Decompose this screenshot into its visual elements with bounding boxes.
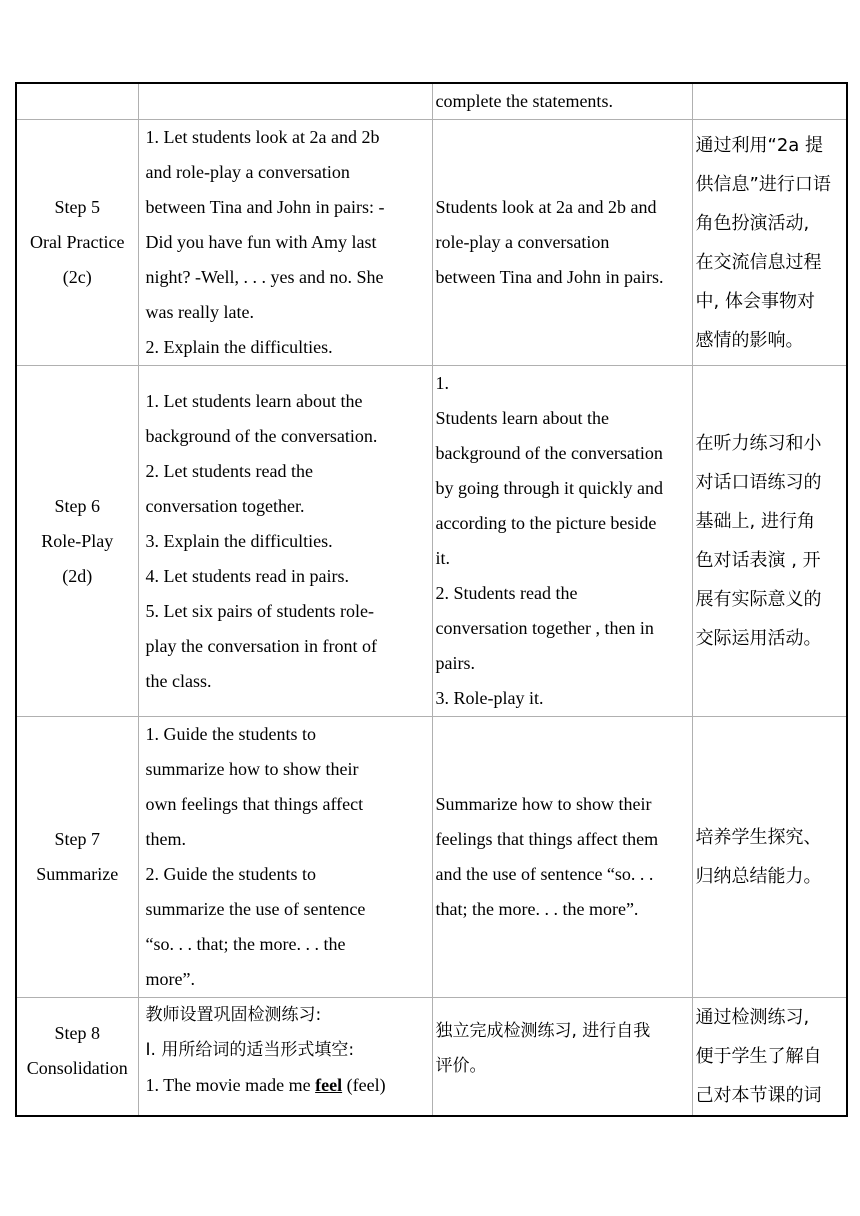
student-line: that; the more. . . the more”. xyxy=(435,899,639,919)
step-number: Step 8 xyxy=(54,1023,100,1043)
teacher-line: 教师设置巩固检测练习: xyxy=(145,1005,322,1025)
teacher-line: summarize the use of sentence xyxy=(145,899,366,919)
exercise-line xyxy=(146,1068,430,1103)
purpose-line: 便于学生了解自 xyxy=(695,1046,822,1067)
step-cell xyxy=(16,366,138,717)
student-activity-cell xyxy=(432,366,692,717)
student-activity-cell xyxy=(432,120,692,366)
student-line: Students look at 2a and 2b and xyxy=(435,197,657,217)
table-row-step-6 xyxy=(16,366,847,717)
purpose-line: 归纳总结能力。 xyxy=(695,866,822,887)
teacher-line: “so. . . that; the more. . . the xyxy=(145,934,346,954)
teacher-line: 1. Guide the students to xyxy=(145,724,316,744)
purpose-line: 中, 体会事物对 xyxy=(695,290,815,312)
teacher-activity-cell xyxy=(138,366,432,717)
teacher-line: background of the conversation. xyxy=(145,425,378,446)
teacher-activity-cell xyxy=(138,83,432,120)
student-line: complete the statements. xyxy=(435,91,613,111)
purpose-cell xyxy=(692,998,847,1117)
step-title: Consolidation xyxy=(26,1058,128,1078)
teacher-activity-cell xyxy=(138,120,432,366)
student-line: 3. Role-play it. xyxy=(435,688,544,708)
teacher-line: I. 用所给词的适当形式填空: xyxy=(145,1040,355,1060)
student-line: between Tina and John in pairs. xyxy=(435,267,664,287)
teacher-line: 1. Let students look at 2a and 2b xyxy=(145,127,380,147)
teacher-line: them. xyxy=(145,829,186,849)
step-title: Role-Play xyxy=(41,530,114,551)
teacher-line: 4. Let students read in pairs. xyxy=(145,565,349,586)
student-line: Summarize how to show their xyxy=(435,794,652,814)
teacher-line: 2. Guide the students to xyxy=(145,864,316,884)
purpose-line: 对话口语练习的 xyxy=(695,472,822,493)
purpose-cell xyxy=(692,717,847,998)
student-line: by going through it quickly and xyxy=(435,478,663,498)
exercise-answer: feel xyxy=(315,1075,343,1095)
purpose-cell xyxy=(692,120,847,366)
teacher-line: 2. Let students read the xyxy=(145,460,313,481)
student-line: 评价。 xyxy=(435,1056,487,1076)
table-row-continuation xyxy=(16,83,847,120)
step-cell xyxy=(16,83,138,120)
teacher-activity-cell xyxy=(138,717,432,998)
table-row-step-7 xyxy=(16,717,847,998)
step-ref: (2d) xyxy=(62,565,93,586)
step-number: Step 5 xyxy=(54,197,100,217)
teacher-line: and role-play a conversation xyxy=(145,162,350,182)
teacher-line: night? -Well, . . . yes and no. She xyxy=(145,267,384,287)
teacher-line: the class. xyxy=(145,670,212,691)
purpose-cell xyxy=(692,366,847,717)
purpose-line: 角色扮演活动, xyxy=(695,212,810,234)
student-line: feelings that things affect them xyxy=(435,829,659,849)
teacher-line: own feelings that things affect xyxy=(145,794,364,814)
purpose-line: 培养学生探究、 xyxy=(695,827,822,848)
teacher-line: 1. Let students learn about the xyxy=(145,390,363,411)
teacher-line: between Tina and John in pairs: - xyxy=(145,197,385,217)
student-line: 2. Students read the xyxy=(435,583,578,603)
table-row-step-8 xyxy=(16,998,847,1117)
teacher-line: 5. Let six pairs of students role- xyxy=(145,600,374,621)
purpose-line: 交际运用活动。 xyxy=(695,628,822,649)
step-cell xyxy=(16,120,138,366)
lesson-plan-table xyxy=(15,82,848,1117)
step-title: Summarize xyxy=(36,864,119,884)
purpose-line: 供信息”进行口语 xyxy=(695,173,831,195)
student-activity-cell xyxy=(432,83,692,120)
purpose-line: 通过利用“2a 提 xyxy=(695,134,824,156)
student-line: conversation together , then in xyxy=(435,618,654,638)
teacher-activity-cell xyxy=(138,998,432,1117)
student-line: background of the conversation xyxy=(435,443,663,463)
teacher-line: conversation together. xyxy=(145,495,305,516)
step-ref: (2c) xyxy=(62,267,92,287)
exercise-suffix: (feel) xyxy=(342,1075,386,1095)
purpose-line: 基础上, 进行角 xyxy=(695,511,815,532)
student-line: and the use of sentence “so. . . xyxy=(435,864,654,884)
purpose-line: 在交流信息过程 xyxy=(695,251,822,273)
student-line: role-play a conversation xyxy=(435,232,610,252)
teacher-line: 3. Explain the difficulties. xyxy=(145,530,333,551)
exercise-prefix: 1. The movie made me xyxy=(145,1075,316,1095)
step-cell xyxy=(16,998,138,1117)
purpose-line: 在听力练习和小 xyxy=(695,433,822,454)
step-number: Step 7 xyxy=(54,829,100,849)
purpose-line: 通过检测练习, xyxy=(695,1007,810,1028)
teacher-line: 2. Explain the difficulties. xyxy=(145,337,333,357)
purpose-line: 感情的影响。 xyxy=(695,329,804,351)
student-line: 1. xyxy=(435,373,449,393)
step-title: Oral Practice xyxy=(30,232,125,252)
teacher-line: Did you have fun with Amy last xyxy=(145,232,377,252)
step-number: Step 6 xyxy=(54,495,100,516)
student-line: Students learn about the xyxy=(435,408,609,428)
student-activity-cell xyxy=(432,998,692,1117)
student-activity-cell xyxy=(432,717,692,998)
purpose-line: 己对本节课的词 xyxy=(695,1085,822,1106)
teacher-line: summarize how to show their xyxy=(145,759,359,779)
student-line: according to the picture beside xyxy=(435,513,657,533)
teacher-line: was really late. xyxy=(145,302,254,322)
purpose-line: 色对话表演 , 开 xyxy=(695,550,821,571)
student-line: pairs. xyxy=(435,653,475,673)
teacher-line: play the conversation in front of xyxy=(145,635,377,656)
step-cell xyxy=(16,717,138,998)
teacher-line: more”. xyxy=(145,969,195,989)
purpose-line: 展有实际意义的 xyxy=(695,589,822,610)
student-line: 独立完成检测练习, 进行自我 xyxy=(435,1021,651,1041)
purpose-cell xyxy=(692,83,847,120)
student-line: it. xyxy=(435,548,451,568)
table-row-step-5 xyxy=(16,120,847,366)
